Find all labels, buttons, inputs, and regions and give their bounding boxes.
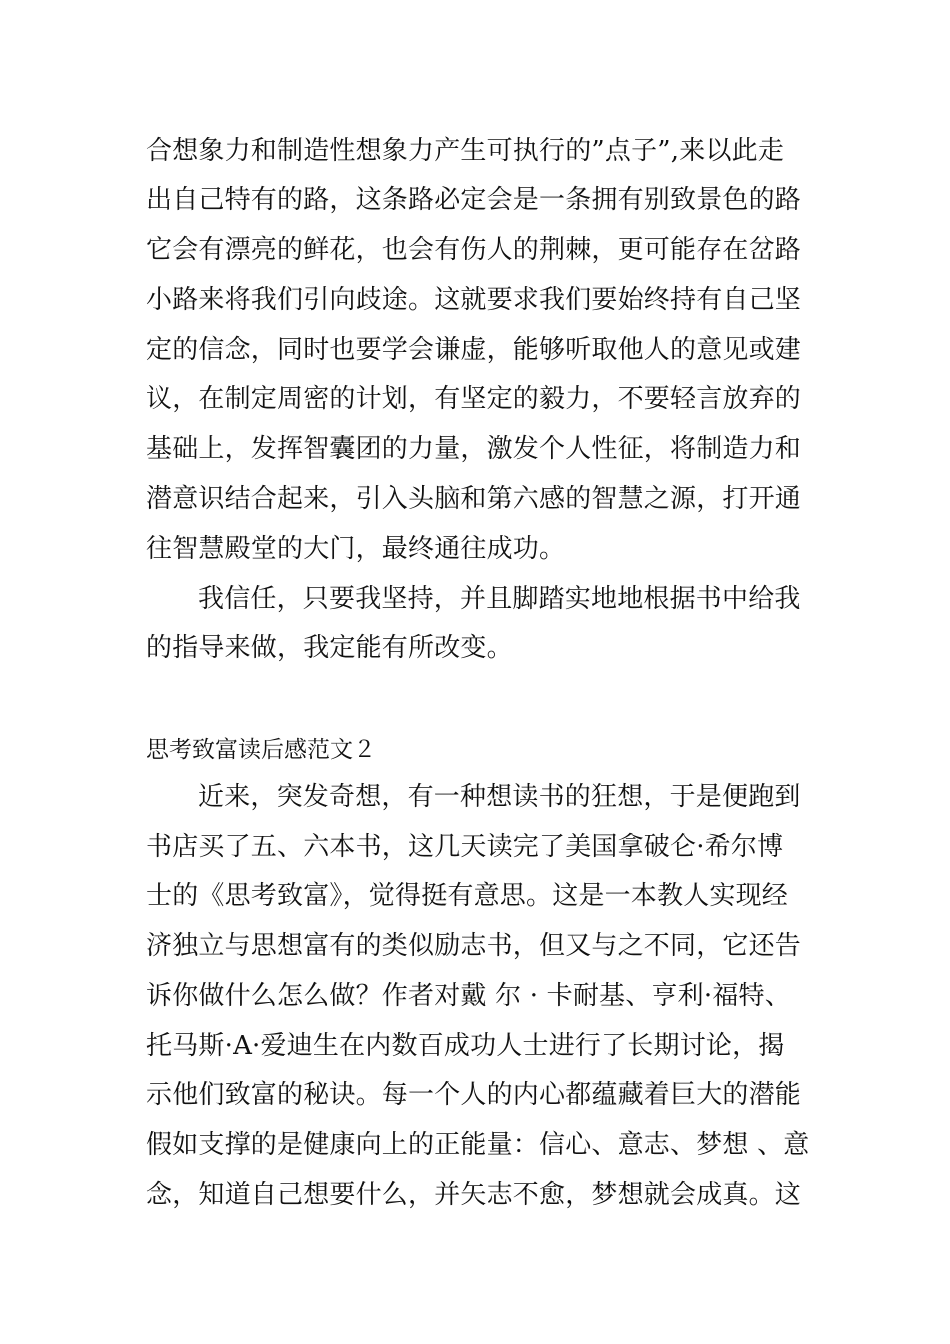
paragraph-3-line-1: 近来，突发奇想，有一种想读书的狂想，于是便跑到 bbox=[198, 782, 801, 812]
paragraph-1-line-7: 基础上，发挥智囊团的力量，激发个人性征，将制造力和 bbox=[146, 434, 802, 464]
paragraph-3-line-9: 念，知道自己想要什么，并矢志不愈，梦想就会成真。这 bbox=[146, 1180, 802, 1210]
paragraph-3-line-7: 示他们致富的秘诀。每一个人的内心都蕴藏着巨大的潜能 bbox=[146, 1080, 802, 1110]
paragraph-1-line-4: 小路来将我们引向歧途。这就要求我们要始终持有自己坚 bbox=[146, 285, 802, 315]
paragraph-3-line-6: 托马斯·A·爱迪生在内数百成功人士进行了长期讨论，揭 bbox=[146, 1031, 785, 1061]
paragraph-3-line-4: 济独立与思想富有的类似励志书，但又与之不同，它还告 bbox=[146, 931, 802, 961]
paragraph-1-line-6: 议，在制定周密的计划，有坚定的毅力，不要轻言放弃的 bbox=[146, 384, 802, 414]
paragraph-1-line-5: 定的信念，同时也要学会谦虚，能够听取他人的意见或建 bbox=[146, 335, 802, 365]
paragraph-2-line-1: 我信任，只要我坚持，并且脚踏实地地根据书中给我 bbox=[198, 584, 801, 614]
paragraph-1-line-8: 潜意识结合起来，引入头脑和第六感的智慧之源，打开通 bbox=[146, 484, 802, 514]
paragraph-3-line-2: 书店买了五、六本书，这几天读完了美国拿破仑·希尔博 bbox=[146, 832, 784, 862]
paragraph-3-line-5: 诉你做什么怎么做？作者对戴 尔 · 卡耐基、亨利·福特、 bbox=[146, 981, 791, 1011]
paragraph-1-line-1: 合想象力和制造性想象力产生可执行的”点子”,来以此走 bbox=[146, 136, 785, 166]
section-title: 思考致富读后感范文２ bbox=[146, 737, 376, 763]
paragraph-3-line-3: 士的《思考致富》，觉得挺有意思。这是一本教人实现经 bbox=[146, 881, 789, 911]
paragraph-2-line-2: 的指导来做，我定能有所改变。 bbox=[146, 633, 513, 663]
paragraph-1-line-2: 出自己特有的路，这条路必定会是一条拥有别致景色的路 bbox=[146, 185, 802, 215]
paragraph-1-line-3: 它会有漂亮的鲜花，也会有伤人的荆棘，更可能存在岔路 bbox=[146, 235, 802, 265]
paragraph-1-line-9: 往智慧殿堂的大门，最终通往成功。 bbox=[146, 534, 566, 564]
paragraph-3-line-8: 假如支撑的是健康向上的正能量：信心、意志、梦想 、意 bbox=[146, 1130, 810, 1160]
